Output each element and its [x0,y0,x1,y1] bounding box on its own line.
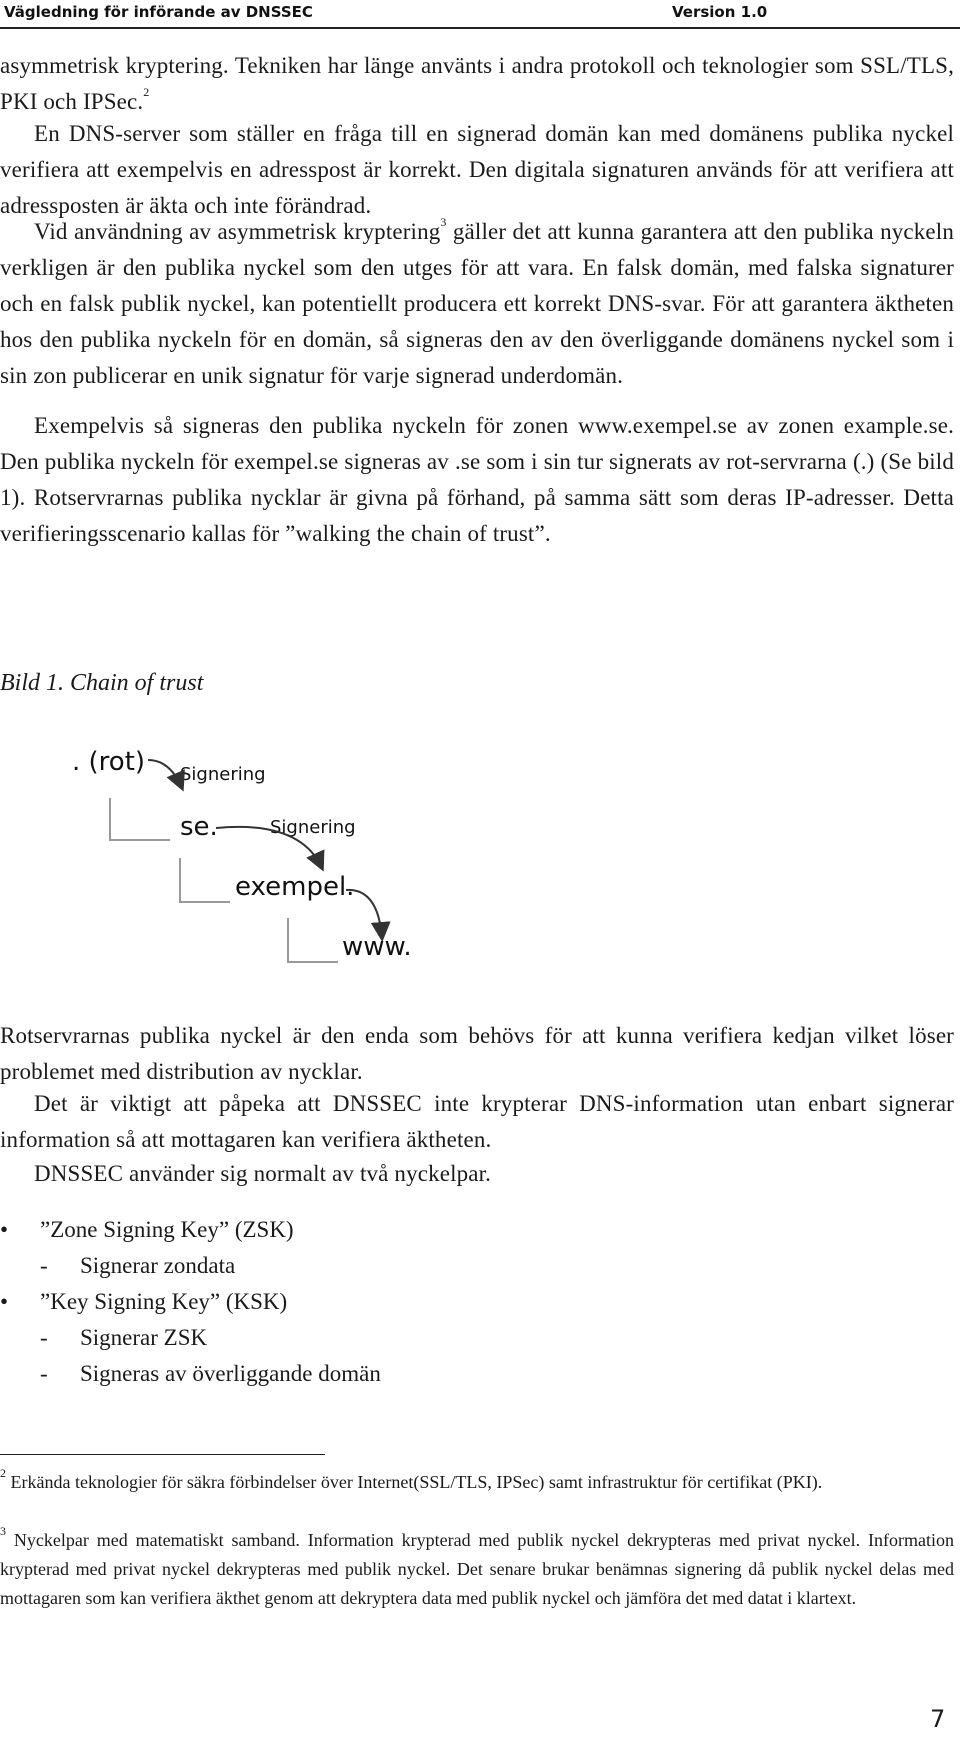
dash-icon: - [40,1361,48,1386]
list-item-ksk: ”Key Signing Key” (KSK) [40,1289,288,1314]
footnote-3-number: 3 [0,1524,6,1538]
dash-icon: - [40,1325,48,1350]
page-number: 7 [930,1705,946,1733]
paragraph-3 [0,214,954,394]
list-subitem-ksk-2: Signeras av överliggande domän [80,1361,381,1386]
node-exempel: exempel. [235,872,355,902]
list-subitem-zsk: Signerar zondata [80,1253,236,1278]
paragraph-5-text: Rotservrarnas publika nyckel är den enda som behövs för att kunna verifiera kedjan vilket löser problemet med distribution av nycklar. [0,1023,954,1084]
node-www: www. [342,932,412,962]
arrow-label-2: Signering [270,817,356,838]
header-version: Version 1.0 [672,3,768,21]
node-root: . (rot) [72,747,146,777]
tree-connector-2 [180,858,230,902]
header-title: Vägledning för införande av DNSSEC [4,3,313,21]
paragraph-2-text: En DNS-server som ställer en fråga till en signerad domän kan med domänens publika nyckel verifiera att exempelvis en adresspost är korrekt. Den digitala signaturen används för att verifiera att adressposten är äkta och inte förändrad. [0,121,954,218]
signing-arrow-1 [148,760,182,788]
arrow-label-1: Signering [180,764,266,785]
paragraph-6-text: Det är viktigt att påpeka att DNSSEC inte krypterar DNS-information utan enbart signerar information så att mottagaren kan verifiera äktheten. [0,1091,954,1152]
figure-caption: Bild 1. Chain of trust [0,670,204,696]
list-subitem-ksk-1: Signerar ZSK [80,1325,208,1350]
footnote-2-text: Erkända teknologier för säkra förbindelser över Internet(SSL/TLS, IPSec) samt infrastruktur för certifikat (PKI). [10,1472,823,1492]
paragraph-3-text-b: gäller det att kunna garantera att den publika nyckeln verkligen är den publika nyckel som den utges för att vara. En falsk domän, med falska signaturer och en falsk publik nyckel, kan potentiellt producera ett korrekt DNS-svar. För att garantera äktheten hos den publika nyckeln för en domän, så signeras den av den överliggande domänens nyckel som i sin zon publicerar en unik signatur för varje signerad underdomän. [0,219,954,388]
paragraph-3-text-a: Vid användning av asymmetrisk kryptering [34,219,441,244]
paragraph-4 [0,408,954,552]
paragraph-7 [0,1156,954,1192]
footnote-ref-3: 3 [440,215,447,230]
paragraph-4-text: Exempelvis så signeras den publika nyckeln för zonen www.exempel.se av zonen example.se. Den publika nyckeln för exempel.se signeras av .se som i sin tur signerats av rot-servrarna (.) (Se bild 1). Rotservrarnas publika nycklar är givna på förhand, på samma sätt som deras IP-adresser. Detta verifieringsscenario kallas för ”walking the chain of trust”. [0,413,954,546]
node-se: se. [180,812,218,842]
header-rule [0,27,960,29]
page-header [0,0,960,30]
tree-connector-3 [288,918,338,962]
footnote-ref-2: 2 [143,85,150,100]
footnote-separator [0,1454,325,1455]
paragraph-6 [0,1086,954,1158]
dash-icon: - [40,1253,48,1278]
footnote-2-number: 2 [0,1466,6,1480]
paragraph-5 [0,1018,954,1090]
footnote-3 [0,1526,954,1613]
bullet-icon: • [0,1217,9,1242]
paragraph-1-text: asymmetrisk kryptering. Tekniken har länge använts i andra protokoll och teknologier som SSL/TLS, PKI och IPSec. [0,53,954,114]
paragraph-2 [0,116,954,224]
paragraph-7-text: DNSSEC använder sig normalt av två nyckelpar. [34,1161,492,1186]
paragraph-1 [0,48,954,120]
bullet-icon: • [0,1289,9,1314]
tree-connector-1 [110,798,170,840]
footnote-2 [0,1468,954,1497]
list-item-zsk: ”Zone Signing Key” (ZSK) [40,1217,294,1242]
footnote-3-text: Nyckelpar med matematiskt samband. Information krypterad med publik nyckel dekrypteras med privat nyckel. Information krypterad med privat nyckel dekrypteras med publik nyckel. Det senare brukar benämnas signering då publik nyckel delas med mottagaren som kan verifiera äkthet genom att dekryptera data med publik nyckel och jämföra det med datat i klartext. [0,1530,955,1608]
chain-of-trust-diagram [60,740,480,990]
